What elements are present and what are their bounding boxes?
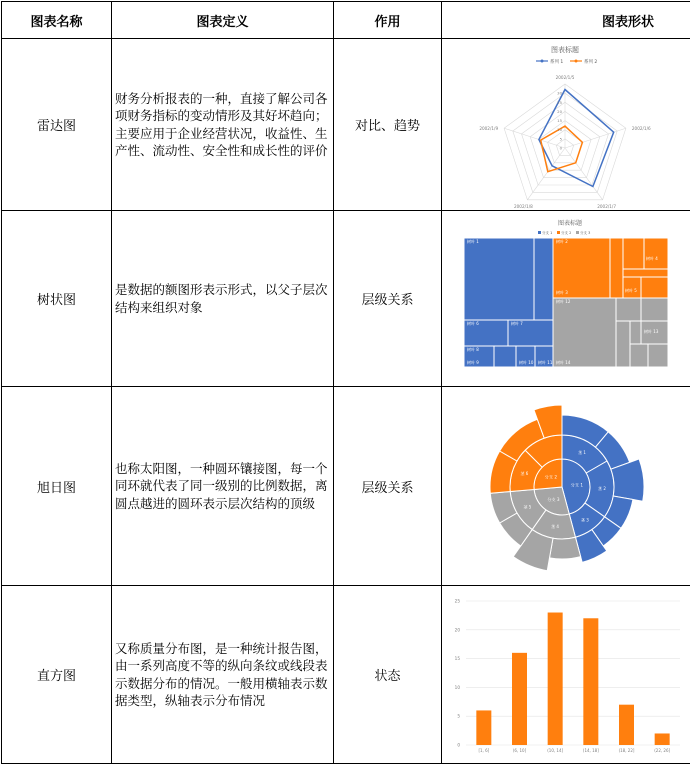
histogram-chart — [442, 587, 689, 763]
treemap-branch-2 — [553, 238, 668, 298]
sunburst-stem-label: 茎 5 — [523, 504, 532, 509]
table-row — [2, 387, 690, 586]
table-row — [2, 586, 690, 764]
chart-name-cell: 雷达图 — [2, 39, 112, 211]
treemap-legend-branch-2: 分支 2 — [561, 230, 572, 235]
treemap-legend-branch-3: 分支 3 — [580, 230, 591, 235]
radar-tick-label: 5 — [559, 135, 562, 141]
histogram-y-tick: 10 — [454, 684, 460, 690]
treemap-chart-title: 图表标题 — [557, 219, 583, 227]
radar-axis-label: 2002/1/6 — [631, 125, 651, 131]
radar-tick-label: 20 — [557, 108, 562, 114]
histogram-bar — [655, 733, 670, 745]
radar-chart-cell — [442, 39, 690, 211]
treemap-leaf-label: 树叶 7 — [511, 320, 523, 326]
chart-use-cell: 状态 — [334, 586, 442, 764]
histogram-bar — [548, 612, 563, 744]
sunburst-stem-label: 茎 2 — [598, 485, 606, 491]
histogram-bar — [583, 618, 598, 745]
histogram-y-tick: 15 — [454, 655, 460, 661]
table-row — [2, 39, 690, 211]
treemap-leaf-label: 树叶 3 — [556, 289, 568, 295]
treemap-legend-branch-1: 分支 1 — [542, 230, 553, 235]
treemap-leaf-label: 树叶 6 — [467, 320, 479, 326]
radar-axis-label: 2002/1/8 — [513, 203, 533, 209]
chart-definition-cell: 财务分析报表的一种，直接了解公司各项财务指标的变动情形及其好坏趋向；主要应用于企业经营状况，收益性、生产性、流动性、安全性和成长性的评价 — [112, 39, 334, 211]
header-row — [2, 2, 690, 39]
radar-tick-label: 25 — [557, 99, 562, 105]
sunburst-chart — [442, 388, 689, 585]
histogram-x-tick: [1, 6] — [478, 747, 490, 753]
histogram-y-tick: 25 — [454, 598, 460, 603]
chart-definition-cell: 是数据的额图形表示形式，以父子层次结构来组织对象 — [112, 211, 334, 387]
treemap-leaf-label: 树叶 10 — [519, 359, 534, 365]
treemap-leaf-label: 树叶 9 — [467, 359, 479, 365]
sunburst-stem-label: 茎 6 — [520, 470, 529, 476]
chart-use-cell: 层级关系 — [334, 387, 442, 586]
treemap-branch-3 — [553, 298, 668, 367]
radar-axis-line — [565, 128, 626, 148]
treemap-leaf-label: 树叶 13 — [644, 328, 659, 334]
header-chart-definition: 图表定义 — [112, 2, 334, 39]
histogram-bar — [619, 704, 634, 744]
chart-definition-cell: 也称太阳图，一种圆环镶接图，每一个同环就代表了同一级别的比例数据，离圆点越进的圆环表示层次结构的顶级 — [112, 387, 334, 586]
sunburst-stem-label: 茎 4 — [551, 523, 559, 529]
radar-axis-label: 2002/1/7 — [597, 203, 617, 209]
treemap-leaf-label: 树叶 1 — [467, 238, 479, 244]
histogram-bar — [476, 710, 491, 745]
treemap-branch-1 — [464, 238, 553, 367]
sunburst-stem-label: 茎 1 — [578, 449, 586, 455]
histogram-chart-cell — [442, 586, 690, 764]
sunburst-stem-label: 茎 3 — [581, 516, 589, 522]
header-chart-shape: 图表形状 — [442, 2, 690, 39]
radar-tick-label: 10 — [557, 126, 562, 132]
header-chart-name: 图表名称 — [2, 2, 112, 39]
histogram-y-tick: 5 — [457, 713, 460, 719]
treemap-leaf-label: 树叶 14 — [556, 359, 571, 365]
chart-definition-cell: 又称质量分布图，是一种统计报告图，由一系列高度不等的纵向条纹或线段表示数据分布的情况。一般用横轴表示数据类型，纵轴表示分布情况 — [112, 586, 334, 764]
chart-use-cell: 对比、趋势 — [334, 39, 442, 211]
radar-tick-label: 0 — [559, 145, 562, 150]
treemap-leaf-label: 树叶 11 — [538, 359, 553, 365]
chart-name-cell: 旭日图 — [2, 387, 112, 586]
histogram-x-tick: (6, 10] — [512, 747, 527, 753]
sunburst-leaf-segment — [549, 537, 580, 559]
histogram-bar — [512, 652, 527, 744]
chart-type-table — [1, 1, 690, 764]
radar-legend-series-2: 系列 2 — [584, 59, 598, 65]
sunburst-branch-label: 分支 2 — [544, 473, 558, 479]
treemap-leaf-label: 树叶 8 — [467, 346, 479, 352]
radar-tick-label: 15 — [557, 117, 562, 123]
histogram-y-tick: 0 — [457, 742, 460, 747]
chart-use-cell: 层级关系 — [334, 211, 442, 387]
treemap-leaf-label: 树叶 2 — [556, 238, 568, 244]
treemap-chart — [442, 212, 689, 386]
treemap-leaf-label: 树叶 5 — [625, 287, 637, 293]
sunburst-chart-cell — [442, 387, 690, 586]
histogram-y-tick: 20 — [454, 626, 460, 632]
radar-tick-label: 30 — [557, 90, 562, 96]
table-row — [2, 211, 690, 387]
treemap-chart-cell — [442, 211, 690, 387]
histogram-x-tick: (14, 18] — [582, 747, 599, 753]
sunburst-branch-label: 分支 3 — [547, 496, 560, 502]
radar-legend-series-1: 系列 1 — [550, 59, 564, 65]
radar-chart-title: 图表标题 — [551, 45, 579, 54]
treemap-leaf-label: 树叶 4 — [646, 255, 658, 261]
chart-name-cell: 直方图 — [2, 586, 112, 764]
radar-chart — [442, 40, 689, 210]
treemap-leaf-label: 树叶 12 — [556, 298, 571, 304]
histogram-x-tick: (10, 14] — [547, 747, 564, 753]
header-chart-use: 作用 — [334, 2, 442, 39]
chart-name-cell: 树状图 — [2, 211, 112, 387]
histogram-x-tick: (22, 26] — [654, 747, 671, 753]
histogram-x-tick: (18, 22] — [618, 747, 635, 753]
radar-axis-label: 2002/1/9 — [479, 125, 499, 131]
sunburst-branch-label: 分支 1 — [570, 481, 584, 487]
radar-axis-label: 2002/1/5 — [555, 74, 575, 80]
radar-axis-line — [527, 148, 565, 200]
